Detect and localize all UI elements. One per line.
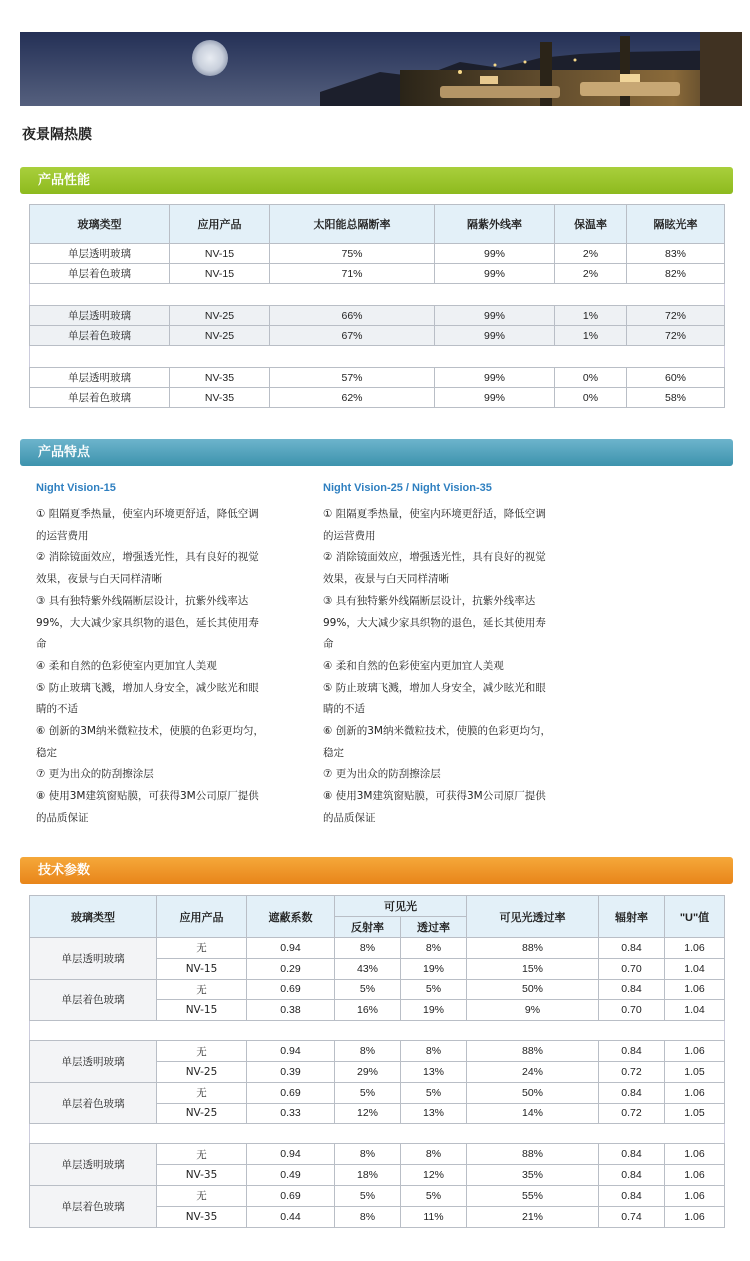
table-cell: 99% bbox=[435, 326, 555, 346]
section-bar-performance: 产品性能 bbox=[20, 167, 733, 194]
table-cell: 57% bbox=[270, 368, 435, 388]
table-cell: 62% bbox=[270, 388, 435, 408]
table-cell-glass-type: 单层着色玻璃 bbox=[30, 1082, 157, 1124]
performance-table bbox=[29, 204, 725, 408]
feature-line: ② 消除镜面效应，增强透光性，具有良好的视觉 bbox=[323, 551, 546, 564]
table-cell: NV-35 bbox=[170, 368, 270, 388]
column-header: 玻璃类型 bbox=[30, 205, 170, 244]
table-cell: 88% bbox=[467, 938, 599, 959]
table-cell: 1% bbox=[555, 306, 627, 326]
table-cell: 0.94 bbox=[247, 1144, 335, 1165]
table-cell: 1.06 bbox=[665, 1165, 725, 1186]
table-cell: 1% bbox=[555, 326, 627, 346]
table-cell: 1.06 bbox=[665, 1082, 725, 1103]
table-cell: 1.06 bbox=[665, 1185, 725, 1206]
column-header: 应用产品 bbox=[157, 896, 247, 938]
table-cell: 29% bbox=[335, 1061, 401, 1082]
table-spacer-cell bbox=[30, 1124, 725, 1144]
technical-table bbox=[29, 895, 725, 1228]
table-cell: 无 bbox=[157, 1185, 247, 1206]
features-column-nv15 bbox=[36, 480, 306, 830]
table-cell: 0.84 bbox=[599, 1082, 665, 1103]
feature-line: 命 bbox=[36, 638, 47, 651]
section-bar-features: 产品特点 bbox=[20, 439, 733, 466]
table-cell: 0.39 bbox=[247, 1061, 335, 1082]
table-cell: 1.06 bbox=[665, 938, 725, 959]
table-cell: 单层着色玻璃 bbox=[30, 264, 170, 284]
table-cell: 2% bbox=[555, 244, 627, 264]
column-header: 辐射率 bbox=[599, 896, 665, 938]
table-cell: 无 bbox=[157, 938, 247, 959]
table-cell: 5% bbox=[335, 1082, 401, 1103]
table-cell: 8% bbox=[335, 1144, 401, 1165]
table-cell: 0% bbox=[555, 388, 627, 408]
table-cell: NV-35 bbox=[157, 1206, 247, 1227]
table-cell: 0.72 bbox=[599, 1061, 665, 1082]
table-cell: 0.74 bbox=[599, 1206, 665, 1227]
table-row bbox=[30, 1185, 725, 1206]
table-spacer-row bbox=[30, 1124, 725, 1144]
table-cell: 无 bbox=[157, 1144, 247, 1165]
table-cell: 1.06 bbox=[665, 1144, 725, 1165]
table-spacer-row bbox=[30, 1021, 725, 1041]
feature-line: 的品质保证 bbox=[36, 811, 89, 824]
table-row bbox=[30, 979, 725, 1000]
table-cell-glass-type: 单层透明玻璃 bbox=[30, 938, 157, 980]
table-header-row bbox=[30, 205, 725, 244]
table-row bbox=[30, 1082, 725, 1103]
features-column-nv25-nv35 bbox=[323, 480, 593, 830]
table-cell: 14% bbox=[467, 1103, 599, 1124]
table-row bbox=[30, 306, 725, 326]
column-header: 玻璃类型 bbox=[30, 896, 157, 938]
table-cell: 43% bbox=[335, 958, 401, 979]
column-header: 透过率 bbox=[401, 917, 467, 938]
column-header: "U"值 bbox=[665, 896, 725, 938]
table-cell-glass-type: 单层着色玻璃 bbox=[30, 979, 157, 1021]
table-cell: 99% bbox=[435, 368, 555, 388]
features-heading: Night Vision-25 / Night Vision-35 bbox=[323, 482, 492, 494]
table-spacer-row bbox=[30, 346, 725, 368]
table-cell: NV-15 bbox=[170, 264, 270, 284]
table-cell: 83% bbox=[627, 244, 725, 264]
table-cell: 0.33 bbox=[247, 1103, 335, 1124]
column-header: 保温率 bbox=[555, 205, 627, 244]
table-cell: 13% bbox=[401, 1061, 467, 1082]
table-cell: 1.06 bbox=[665, 1206, 725, 1227]
table-cell: NV-15 bbox=[157, 958, 247, 979]
table-spacer-row bbox=[30, 284, 725, 306]
table-cell: 12% bbox=[335, 1103, 401, 1124]
table-cell: 19% bbox=[401, 958, 467, 979]
feature-line: ③ 具有独特紫外线隔断层设计，抗紫外线率达 bbox=[323, 594, 536, 607]
table-cell: 58% bbox=[627, 388, 725, 408]
table-row bbox=[30, 1144, 725, 1165]
table-cell: 0.84 bbox=[599, 1041, 665, 1062]
feature-line: 效果，夜景与白天同样清晰 bbox=[36, 573, 162, 586]
table-cell: 50% bbox=[467, 979, 599, 1000]
table-cell: 0.70 bbox=[599, 1000, 665, 1021]
table-cell: NV-25 bbox=[157, 1061, 247, 1082]
table-cell: 18% bbox=[335, 1165, 401, 1186]
table-cell: 88% bbox=[467, 1041, 599, 1062]
table-cell: 11% bbox=[401, 1206, 467, 1227]
table-cell: 0% bbox=[555, 368, 627, 388]
table-cell: 0.84 bbox=[599, 1165, 665, 1186]
table-cell: 72% bbox=[627, 306, 725, 326]
feature-line: 的运营费用 bbox=[323, 529, 376, 542]
table-row bbox=[30, 388, 725, 408]
table-cell: 60% bbox=[627, 368, 725, 388]
table-cell: 88% bbox=[467, 1144, 599, 1165]
table-cell: 24% bbox=[467, 1061, 599, 1082]
table-row bbox=[30, 244, 725, 264]
table-cell: 8% bbox=[401, 1144, 467, 1165]
table-cell: 15% bbox=[467, 958, 599, 979]
table-cell: 1.05 bbox=[665, 1103, 725, 1124]
table-cell: 8% bbox=[401, 938, 467, 959]
column-header: 隔眩光率 bbox=[627, 205, 725, 244]
table-cell: 8% bbox=[335, 1041, 401, 1062]
table-cell: 5% bbox=[335, 979, 401, 1000]
feature-line: 99%，大大减少家具织物的退色，延长其使用寿 bbox=[36, 616, 259, 629]
table-cell: 单层透明玻璃 bbox=[30, 244, 170, 264]
table-row bbox=[30, 1041, 725, 1062]
table-cell: 75% bbox=[270, 244, 435, 264]
table-cell: 8% bbox=[335, 1206, 401, 1227]
column-header: 遮蔽系数 bbox=[247, 896, 335, 938]
table-cell: 8% bbox=[401, 1041, 467, 1062]
table-spacer-cell bbox=[30, 1021, 725, 1041]
column-header: 太阳能总隔断率 bbox=[270, 205, 435, 244]
feature-line: ② 消除镜面效应，增强透光性，具有良好的视觉 bbox=[36, 551, 259, 564]
table-cell: 2% bbox=[555, 264, 627, 284]
table-cell: 0.44 bbox=[247, 1206, 335, 1227]
table-cell: 35% bbox=[467, 1165, 599, 1186]
table-cell: 71% bbox=[270, 264, 435, 284]
table-cell: 5% bbox=[401, 1082, 467, 1103]
table-cell: 1.06 bbox=[665, 1041, 725, 1062]
table-cell: 0.69 bbox=[247, 1185, 335, 1206]
feature-line: 99%，大大减少家具织物的退色，延长其使用寿 bbox=[323, 616, 546, 629]
table-cell: 0.29 bbox=[247, 958, 335, 979]
table-cell: 82% bbox=[627, 264, 725, 284]
feature-line: 稳定 bbox=[36, 746, 57, 759]
technical-table-body bbox=[30, 938, 725, 1228]
table-cell: NV-15 bbox=[170, 244, 270, 264]
feature-line: ⑤ 防止玻璃飞溅，增加人身安全，减少眩光和眼 bbox=[36, 681, 259, 694]
table-cell-glass-type: 单层着色玻璃 bbox=[30, 1185, 157, 1227]
feature-line: 稳定 bbox=[323, 746, 344, 759]
table-row bbox=[30, 264, 725, 284]
feature-line: ④ 柔和自然的色彩使室内更加宜人美观 bbox=[323, 659, 504, 672]
table-cell: 72% bbox=[627, 326, 725, 346]
table-cell-glass-type: 单层透明玻璃 bbox=[30, 1144, 157, 1186]
table-cell: NV-35 bbox=[170, 388, 270, 408]
table-cell: 66% bbox=[270, 306, 435, 326]
table-cell: 5% bbox=[335, 1185, 401, 1206]
table-cell: 99% bbox=[435, 306, 555, 326]
table-cell: 0.94 bbox=[247, 1041, 335, 1062]
table-cell: NV-25 bbox=[170, 306, 270, 326]
table-row bbox=[30, 368, 725, 388]
table-cell: 0.38 bbox=[247, 1000, 335, 1021]
features-heading: Night Vision-15 bbox=[36, 482, 116, 494]
feature-line: 的品质保证 bbox=[323, 811, 376, 824]
page-title: 夜景隔热膜 bbox=[22, 127, 92, 143]
table-cell: 5% bbox=[401, 979, 467, 1000]
table-cell: 0.69 bbox=[247, 1082, 335, 1103]
table-cell: 9% bbox=[467, 1000, 599, 1021]
table-cell: 12% bbox=[401, 1165, 467, 1186]
table-cell: 0.72 bbox=[599, 1103, 665, 1124]
column-header: 可见光 bbox=[335, 896, 467, 917]
table-cell: 无 bbox=[157, 979, 247, 1000]
table-cell: 0.84 bbox=[599, 979, 665, 1000]
table-cell: NV-35 bbox=[157, 1165, 247, 1186]
section-bar-technical: 技术参数 bbox=[20, 857, 733, 884]
table-cell: 0.94 bbox=[247, 938, 335, 959]
feature-line: ⑥ 创新的3M纳米微粒技术，使膜的色彩更均匀， bbox=[36, 725, 264, 738]
feature-line: 睛的不适 bbox=[323, 703, 365, 716]
table-cell: 13% bbox=[401, 1103, 467, 1124]
column-header: 反射率 bbox=[335, 917, 401, 938]
feature-line: ⑧ 使用3M建筑窗贴膜，可获得3M公司原厂提供 bbox=[36, 790, 259, 803]
night-scene-banner bbox=[20, 32, 742, 106]
table-cell: 67% bbox=[270, 326, 435, 346]
table-header-row bbox=[30, 896, 725, 917]
table-cell: 0.70 bbox=[599, 958, 665, 979]
table-cell: 0.84 bbox=[599, 1144, 665, 1165]
table-cell: 55% bbox=[467, 1185, 599, 1206]
table-cell: 单层透明玻璃 bbox=[30, 306, 170, 326]
table-cell: 0.84 bbox=[599, 938, 665, 959]
feature-line: ⑤ 防止玻璃飞溅，增加人身安全，减少眩光和眼 bbox=[323, 681, 546, 694]
feature-line: ⑦ 更为出众的防刮擦涂层 bbox=[36, 768, 154, 781]
table-cell: 单层着色玻璃 bbox=[30, 388, 170, 408]
table-cell: 无 bbox=[157, 1082, 247, 1103]
feature-line: ① 阻隔夏季热量，使室内环境更舒适，降低空调 bbox=[36, 508, 259, 520]
table-cell: 99% bbox=[435, 264, 555, 284]
table-cell: 0.49 bbox=[247, 1165, 335, 1186]
column-header: 隔紫外线率 bbox=[435, 205, 555, 244]
column-header: 可见光透过率 bbox=[467, 896, 599, 938]
table-row bbox=[30, 326, 725, 346]
feature-line: ① 阻隔夏季热量，使室内环境更舒适，降低空调 bbox=[323, 508, 546, 520]
table-cell: 99% bbox=[435, 388, 555, 408]
feature-line: ③ 具有独特紫外线隔断层设计，抗紫外线率达 bbox=[36, 594, 249, 607]
table-cell: 99% bbox=[435, 244, 555, 264]
night-scene-illustration bbox=[20, 32, 742, 106]
table-cell: 单层透明玻璃 bbox=[30, 368, 170, 388]
table-cell: 1.05 bbox=[665, 1061, 725, 1082]
table-cell: 单层着色玻璃 bbox=[30, 326, 170, 346]
table-cell: NV-25 bbox=[170, 326, 270, 346]
feature-line: 效果，夜景与白天同样清晰 bbox=[323, 573, 449, 586]
table-cell: 8% bbox=[335, 938, 401, 959]
feature-line: ⑧ 使用3M建筑窗贴膜，可获得3M公司原厂提供 bbox=[323, 790, 546, 803]
feature-line: 的运营费用 bbox=[36, 529, 89, 542]
feature-line: 命 bbox=[323, 638, 334, 651]
table-cell: NV-15 bbox=[157, 1000, 247, 1021]
column-header: 应用产品 bbox=[170, 205, 270, 244]
feature-line: 睛的不适 bbox=[36, 703, 78, 716]
table-cell: 1.06 bbox=[665, 979, 725, 1000]
feature-line: ⑥ 创新的3M纳米微粒技术，使膜的色彩更均匀， bbox=[323, 725, 551, 738]
table-row bbox=[30, 938, 725, 959]
moon-shape bbox=[192, 40, 228, 76]
table-cell: 16% bbox=[335, 1000, 401, 1021]
table-cell: 0.84 bbox=[599, 1185, 665, 1206]
feature-line: ④ 柔和自然的色彩使室内更加宜人美观 bbox=[36, 659, 217, 672]
table-cell: 5% bbox=[401, 1185, 467, 1206]
table-cell: 0.69 bbox=[247, 979, 335, 1000]
table-cell: 1.04 bbox=[665, 958, 725, 979]
table-cell: 19% bbox=[401, 1000, 467, 1021]
table-cell: 21% bbox=[467, 1206, 599, 1227]
feature-line: ⑦ 更为出众的防刮擦涂层 bbox=[323, 768, 441, 781]
table-cell-glass-type: 单层透明玻璃 bbox=[30, 1041, 157, 1083]
table-cell: 50% bbox=[467, 1082, 599, 1103]
table-cell: 无 bbox=[157, 1041, 247, 1062]
table-cell: NV-25 bbox=[157, 1103, 247, 1124]
table-cell: 1.04 bbox=[665, 1000, 725, 1021]
